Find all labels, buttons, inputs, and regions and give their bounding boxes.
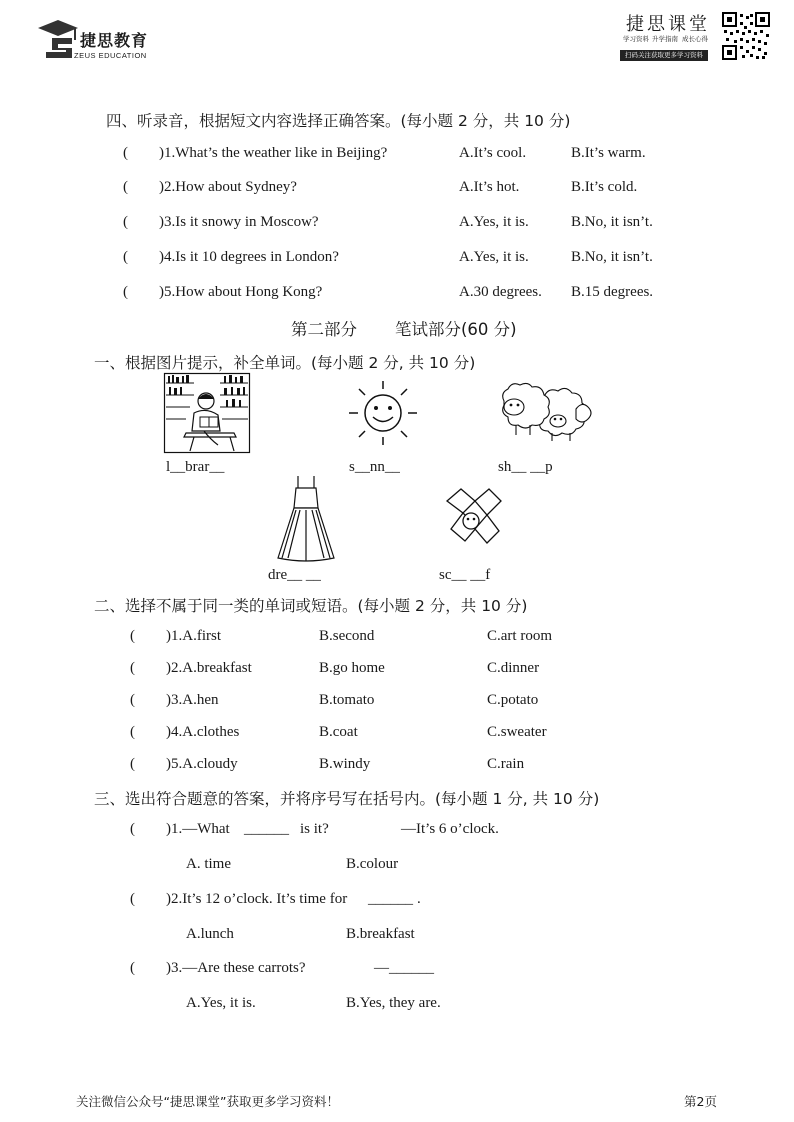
sB-option-c-4: C.sweater [487,724,547,740]
sB-option-b-4: B.coat [319,724,358,740]
sC-option-a-3: A.Yes, it is. [186,995,256,1011]
s4-paren-2: ( [123,179,128,195]
s4-option-b-2: B.It’s cold. [571,179,638,195]
sB-paren-1: ( [130,628,135,644]
sB-option-a-3: )3.A.hen [166,692,219,708]
sC-option-b-3: B.Yes, they are. [346,995,441,1011]
s4-paren-3: ( [123,214,128,230]
sB-option-c-5: C.rain [487,756,525,772]
sC-option-a-2: A.lunch [186,926,234,942]
sC-question-3: )3.—Are these carrots? [166,960,306,976]
sC-paren-3: ( [130,960,135,976]
s4-paren-1: ( [123,145,128,161]
sB-option-b-1: B.second [319,628,375,644]
s4-option-b-5: B.15 degrees. [571,284,654,300]
sC-answer-3: —______ [374,960,434,976]
word-dress: dre__ __ [268,567,321,583]
sB-option-b-3: B.tomato [319,692,375,708]
logo-en: ZEUS EDUCATION [74,51,147,60]
page-number: 第2页 [684,1094,717,1109]
s4-question-4: )4.Is it 10 degrees in London? [159,249,339,265]
brand-bar: 扫码关注获取更多学习资料 [620,50,708,61]
s4-option-a-2: A.It’s hot. [459,179,520,195]
sC-answer-1: —It’s 6 o’clock. [401,821,499,837]
qr-code-icon [722,12,770,60]
sC-question-2: )2.It’s 12 o’clock. It’s time for [166,891,348,907]
s4-option-a-5: A.30 degrees. [459,284,542,300]
brand-tag-2: 升学指南 [652,35,678,43]
sB-paren-5: ( [130,756,135,772]
word-library: l__brar__ [166,459,225,475]
brand-title: 捷思课堂 [626,14,710,35]
library-icon [164,373,250,453]
s4-question-1: )1.What’s the weather like in Beijing? [159,145,388,161]
part2-label: 第二部分 [291,320,357,339]
sB-option-c-1: C.art room [487,628,552,644]
brand-tag-1: 学习资料 [623,35,649,43]
sC-option-b-2: B.breakfast [346,926,415,942]
sB-option-c-3: C.potato [487,692,539,708]
s4-option-b-1: B.It’s warm. [571,145,646,161]
sB-option-a-2: )2.A.breakfast [166,660,252,676]
word-sunny: s__nn__ [349,459,400,475]
sB-option-a-1: )1.A.first [166,628,221,644]
sC-blank-2: ______ [368,891,413,907]
sun-icon [345,378,421,448]
zeus-logo-icon [38,18,78,58]
part2-title: 笔试部分(60 分) [395,320,517,339]
word-scarf: sc__ __f [439,567,491,583]
sB-option-b-2: B.go home [319,660,385,676]
sB-paren-2: ( [130,660,135,676]
s4-option-b-4: B.No, it isn’t. [571,249,653,265]
sheep-icon [498,381,594,447]
sC-paren-2: ( [130,891,135,907]
dress-icon [276,474,336,564]
sC-option-a-1: A. time [186,856,231,872]
sC-question-1-end: is it? [300,821,329,837]
scarf-icon [441,487,503,549]
word-sheep: sh__ __p [498,459,553,475]
sB-option-a-5: )5.A.cloudy [166,756,238,772]
footer-note: 关注微信公众号“捷思课堂”获取更多学习资料！ [76,1094,339,1109]
logo-cn: 捷思教育 [80,31,149,50]
sC-question-1: )1.—What [166,821,230,837]
sC-option-b-1: B.colour [346,856,399,872]
s4-option-b-3: B.No, it isn’t. [571,214,653,230]
section4-title: 四、听录音，根据短文内容选择正确答案。(每小题 2 分，共 10 分) [106,112,571,130]
s4-option-a-4: A.Yes, it is. [459,249,529,265]
brand-tag-3: 成长心得 [682,35,708,43]
sectionC-title: 三、选出符合题意的答案，并将序号写在括号内。(每小题 1 分, 共 10 分) [94,790,600,808]
s4-paren-5: ( [123,284,128,300]
sC-question-2-end: . [417,891,421,907]
s4-question-3: )3.Is it snowy in Moscow? [159,214,319,230]
sB-option-a-4: )4.A.clothes [166,724,240,740]
sB-paren-4: ( [130,724,135,740]
sC-paren-1: ( [130,821,135,837]
s4-question-2: )2.How about Sydney? [159,179,297,195]
sectionB-title: 二、选择不属于同一类的单词或短语。(每小题 2 分，共 10 分) [94,597,528,615]
sC-blank-1: ______ [244,821,289,837]
s4-paren-4: ( [123,249,128,265]
sB-option-c-2: C.dinner [487,660,540,676]
s4-question-5: )5.How about Hong Kong? [159,284,323,300]
sB-paren-3: ( [130,692,135,708]
s4-option-a-3: A.Yes, it is. [459,214,529,230]
sectionA-title: 一、根据图片提示，补全单词。(每小题 2 分, 共 10 分) [94,354,476,372]
s4-option-a-1: A.It’s cool. [459,145,527,161]
sB-option-b-5: B.windy [319,756,371,772]
